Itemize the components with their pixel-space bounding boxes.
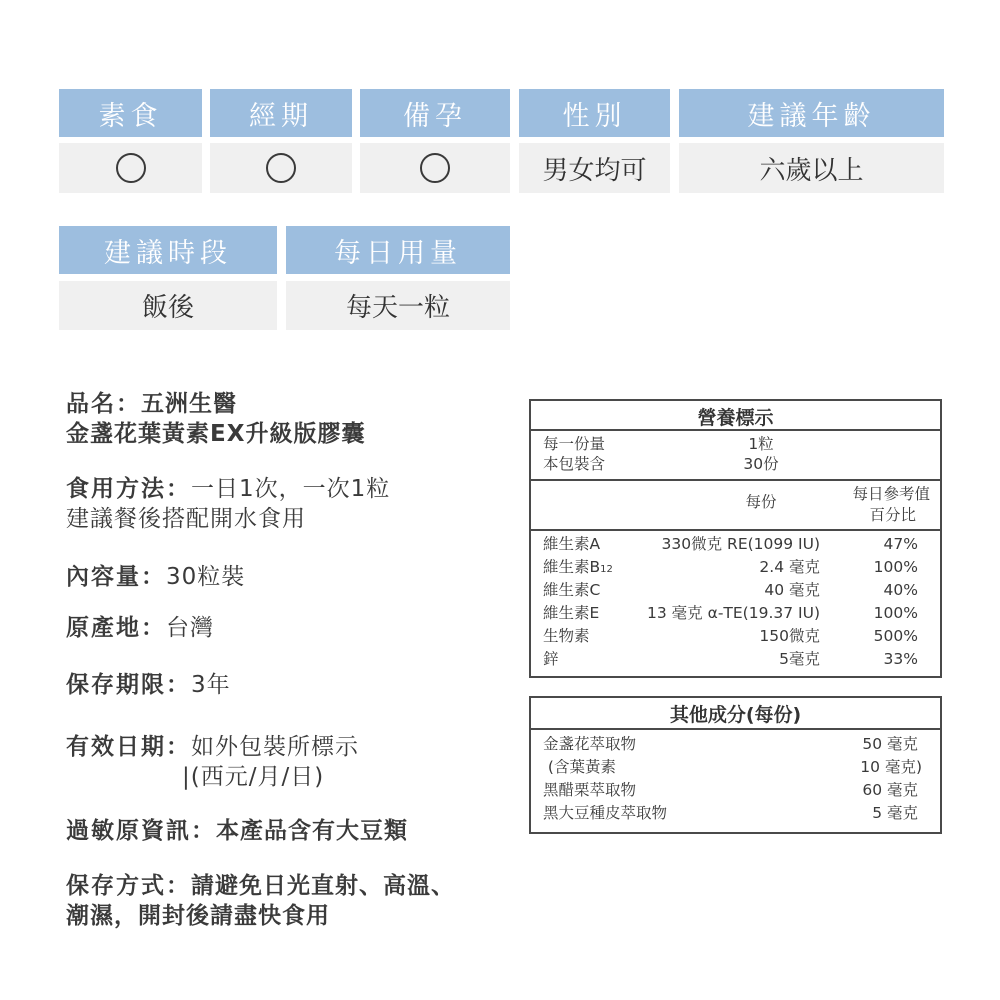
nutrient-pct: 100% xyxy=(873,604,918,622)
header-gender: 性別 xyxy=(519,89,670,137)
product-name xyxy=(66,389,365,449)
product-name-line2: 金盞花葉黃素EX升級版膠囊 xyxy=(66,421,366,447)
nutrient-name: 維生素A xyxy=(543,535,601,553)
header-dose: 每日用量 xyxy=(286,226,510,274)
nutrition-divider-3 xyxy=(531,529,940,531)
vegetarian-circle-icon xyxy=(116,153,146,183)
other-title: 其他成分(每份) xyxy=(669,704,802,726)
nutrient-name-text: 維生素B xyxy=(543,558,601,576)
nutrient-name xyxy=(543,556,613,581)
ingredient-amount: 5 毫克 xyxy=(872,804,918,822)
nutrition-divider-1 xyxy=(531,429,940,431)
origin xyxy=(66,613,214,643)
allergen-value: 本產品含有大豆類 xyxy=(216,818,408,844)
other-divider xyxy=(531,728,940,730)
pregnancy-circle-icon xyxy=(420,153,450,183)
header-pregnancy: 備孕 xyxy=(360,89,510,137)
method-line2: 建議餐後搭配開水食用 xyxy=(66,506,306,532)
nutrient-amount: 330微克 RE(1099 IU) xyxy=(661,535,820,553)
ingredient-amount: 60 毫克 xyxy=(862,781,918,799)
method-label: 食用方法： xyxy=(66,476,191,502)
package-value: 30份 xyxy=(743,455,779,473)
shelf-value: 3年 xyxy=(191,672,231,698)
nutrient-name: 生物素 xyxy=(543,627,590,645)
age-value: 六歲以上 xyxy=(679,143,944,193)
nutrient-pct: 100% xyxy=(873,558,918,576)
content-amount xyxy=(66,562,245,592)
origin-value: 台灣 xyxy=(166,615,214,641)
nutrition-title: 營養標示 xyxy=(697,407,774,429)
menstrual-circle-icon xyxy=(266,153,296,183)
expiry xyxy=(66,732,359,792)
product-name-label: 品名： xyxy=(66,391,141,417)
package-label: 本包裝含 xyxy=(543,455,606,473)
product-name-line1: 五洲生醫 xyxy=(141,391,237,417)
nutrient-pct: 47% xyxy=(883,535,918,553)
storage xyxy=(66,871,455,931)
nutrient-name: 維生素E xyxy=(543,604,600,622)
menstrual-cell xyxy=(210,143,352,193)
nutrient-subscript: 12 xyxy=(600,564,613,575)
serving-label: 每一份量 xyxy=(543,435,606,453)
header-menstrual: 經期 xyxy=(210,89,352,137)
allergen-label: 過敏原資訊： xyxy=(66,818,216,844)
allergen xyxy=(66,816,408,846)
dose-value: 每天一粒 xyxy=(286,281,510,330)
storage-line1: 請避免日光直射、高溫、 xyxy=(191,873,455,899)
nutrient-amount: 5毫克 xyxy=(779,650,820,668)
nutrient-amount: 150微克 xyxy=(759,627,820,645)
nutrient-amount: 13 毫克 α-TE(19.37 IU) xyxy=(647,604,820,622)
gender-value: 男女均可 xyxy=(519,143,670,193)
shelf-label: 保存期限： xyxy=(66,672,191,698)
pregnancy-cell xyxy=(360,143,510,193)
col-daily-line1: 每日參考值 xyxy=(852,485,930,503)
header-age: 建議年齡 xyxy=(679,89,944,137)
nutrition-divider-2 xyxy=(531,479,940,481)
origin-label: 原產地： xyxy=(66,615,166,641)
header-vegetarian: 素食 xyxy=(59,89,202,137)
method-line1: 一日1次，一次1粒 xyxy=(191,476,391,502)
expiry-label: 有效日期： xyxy=(66,734,191,760)
ingredient-name: 金盞花萃取物 xyxy=(543,735,637,753)
ingredient-name: 黑大豆種皮萃取物 xyxy=(543,804,668,822)
storage-label: 保存方式： xyxy=(66,873,191,899)
content-label: 內容量： xyxy=(66,564,166,590)
ingredient-amount: 50 毫克 xyxy=(862,735,918,753)
expiry-line1: 如外包裝所標示 xyxy=(191,734,359,760)
content-value: 30粒裝 xyxy=(166,564,246,590)
usage-method xyxy=(66,474,390,534)
serving-value: 1粒 xyxy=(748,435,774,453)
col-daily-line2: 百分比 xyxy=(869,506,916,524)
ingredient-amount: 10 毫克) xyxy=(860,758,922,776)
nutrient-name: 鋅 xyxy=(543,650,559,668)
expiry-line2: |(西元/月/日) xyxy=(182,764,325,790)
other-ingredients-panel xyxy=(529,696,942,834)
nutrient-pct: 500% xyxy=(873,627,918,645)
nutrient-pct: 33% xyxy=(883,650,918,668)
nutrient-pct: 40% xyxy=(883,581,918,599)
col-per-serving: 每份 xyxy=(745,493,777,511)
vegetarian-cell xyxy=(59,143,202,193)
storage-line2: 潮濕，開封後請盡快食用 xyxy=(66,903,330,929)
nutrient-name: 維生素C xyxy=(543,581,601,599)
header-time: 建議時段 xyxy=(59,226,277,274)
nutrient-amount: 2.4 毫克 xyxy=(759,558,820,576)
ingredient-name: 黑醋栗萃取物 xyxy=(543,781,637,799)
nutrition-panel xyxy=(529,399,942,678)
nutrient-amount: 40 毫克 xyxy=(764,581,820,599)
shelf-life xyxy=(66,670,231,700)
ingredient-name: (含葉黃素 xyxy=(543,758,616,776)
time-value: 飯後 xyxy=(59,281,277,330)
